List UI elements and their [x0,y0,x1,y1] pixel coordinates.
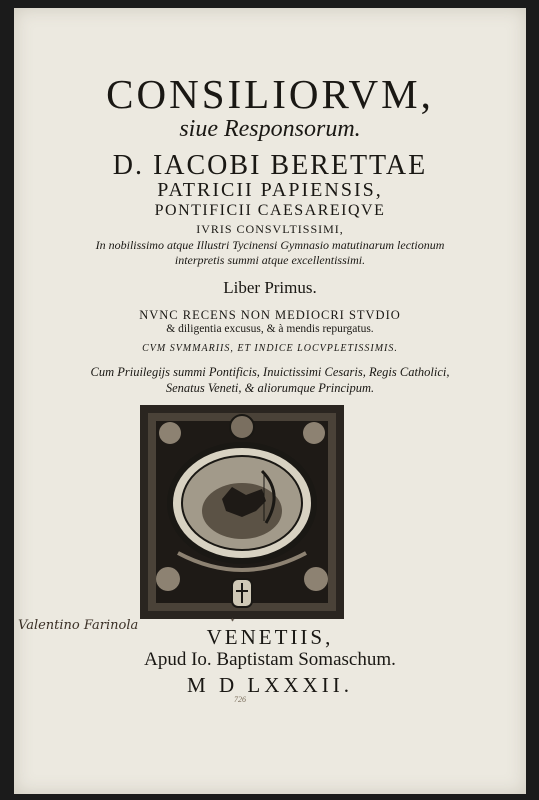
title-page [14,8,526,794]
privilege-note-2: Senatus Veneti, & aliorumque Principum. [165,381,375,395]
author-title-1: PONTIFICII CAESAREIQVE [154,202,386,219]
printer-device-emblem [138,403,346,621]
volume-label: Liber Primus. [223,278,317,297]
author-name: D. IACOBI BERETTAE [112,150,428,181]
handwritten-shelf-note: 726 [234,695,246,704]
imprint-printer: Apud Io. Baptistam Somaschum. [144,649,396,670]
main-title: CONSILIORVM, [106,71,434,117]
index-note: CVM SVMMARIIS, ET INDICE LOCVPLETISSIMIS. [142,343,398,354]
author-description-2: interpretis summi atque excellentissimi. [174,253,366,267]
author-origin: PATRICII PAPIENSIS, [157,179,383,201]
imprint-city: VENETIIS, [206,625,334,649]
author-title-2: IVRIS CONSVLTISSIMI, [196,222,344,236]
author-description-1: In nobilissimo atque Illustri Tycinensi Gymnasio matutinarum lectionum [95,238,445,252]
edition-note-2: & diligentia excusus, & à mendis repurgatus. [166,323,374,335]
handwritten-signature: Valentino Farinola [18,618,139,633]
subtitle: siue Responsorum. [179,116,361,142]
privilege-note-1: Cum Priuilegijs summi Pontificis, Inuictissimi Cesaris, Regis Catholici, [90,365,450,379]
small-mark: ✦ [230,618,236,624]
edition-note-1: NVNC RECENS NON MEDIOCRI STVDIO [139,308,401,322]
imprint-year: M D LXXXII. [187,673,353,697]
